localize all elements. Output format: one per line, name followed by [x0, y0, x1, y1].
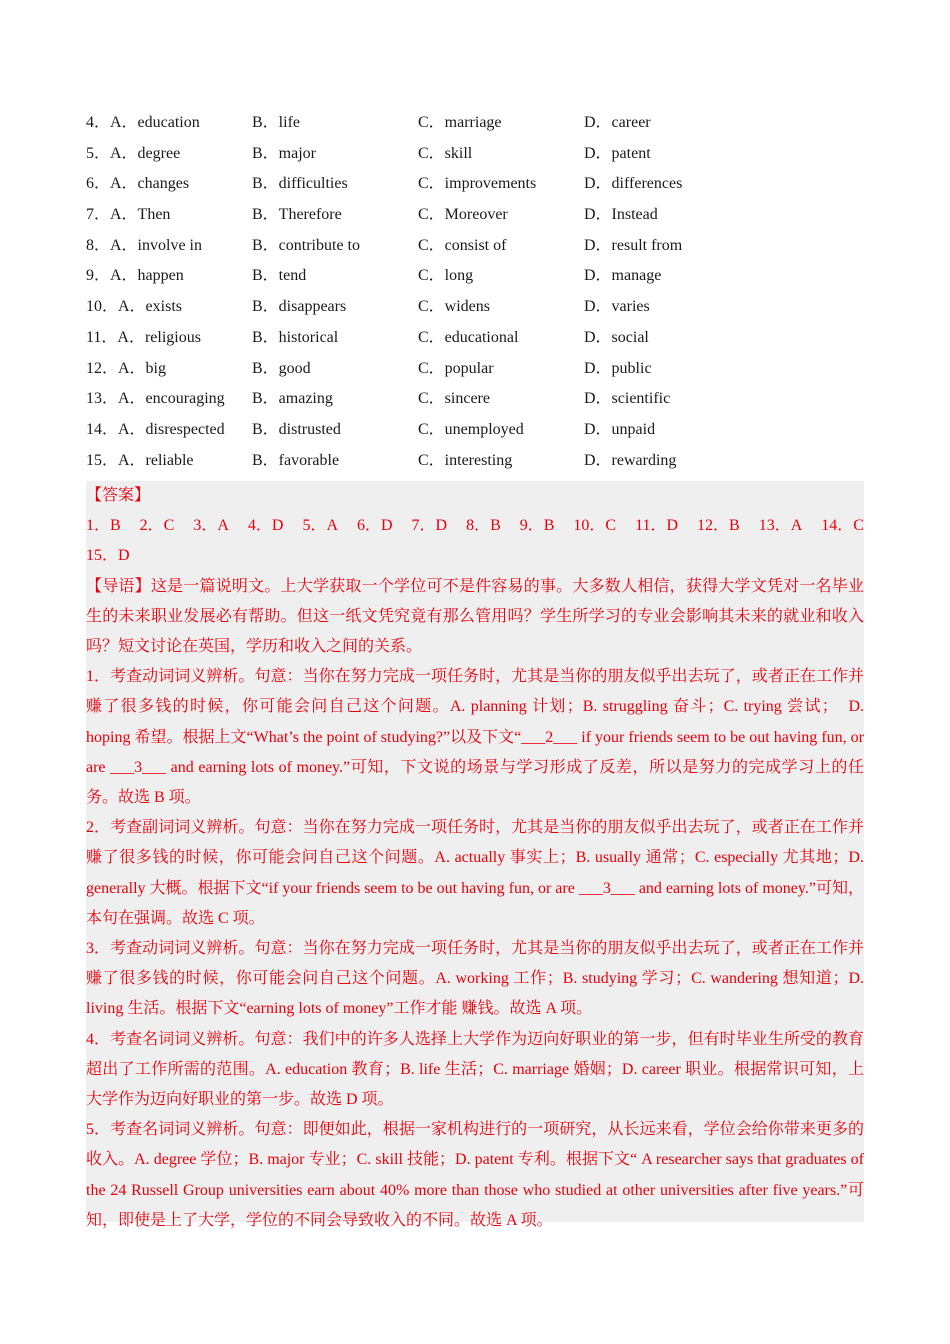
answer-item: 2．C	[139, 517, 175, 535]
option-row	[86, 139, 864, 170]
option-b: B．historical	[252, 328, 339, 346]
answer-key	[86, 511, 864, 541]
option-b: B．good	[252, 359, 311, 377]
option-d: D．scientific	[584, 390, 671, 408]
explanation-5: 5．考查名词词义辨析。句意：即便如此，根据一家机构进行的一项研究，从长远来看，学位会给你带来更多的收入。A. degree 学位；B. major 专业；C. skill 技能；D. patent 专利。根据下文“ A researcher says that graduates of the 24 Russell Group universities earn about 40% more than those who studied at other universities after five years.”可知，即使是上了大学，学位的不同会导致收入的不同。故选 A 项。	[86, 1121, 864, 1229]
option-c: C．marriage	[418, 114, 502, 131]
option-a: 13．A．encouraging	[86, 390, 225, 408]
option-c: C．educational	[418, 328, 519, 346]
option-c: C．Moreover	[418, 206, 508, 224]
options-table	[86, 108, 864, 476]
option-b: B．distrusted	[252, 420, 341, 438]
option-c: C．consist of	[418, 236, 507, 254]
explanation-1: 1．考查动词词义辨析。句意：当你在努力完成一项任务时，尤其是当你的朋友似乎出去玩了，或者正在工作并赚了很多钱的时候，你可能会问自己这个问题。A. planning 计划；B. struggling 奋斗；C. trying 尝试； D. hoping 希望。根据上文“What’s the point of studying?”以及下文“___2___ if your friends seem to be out having fun, or are ___3___ and earning lots of money.”可知，下文说的场景与学习形成了反差，所以是努力的完成学习上的任务。故选 B 项。	[86, 668, 864, 807]
option-b: B．difficulties	[252, 175, 348, 193]
explanation-4: 4．考查名词词义辨析。句意：我们中的许多人选择上大学作为迈向好职业的第一步，但有时毕业生所受的教育超出了工作所需的范围。A. education 教育；B. life 生活；C. marriage 婚姻；D. career 职业。根据常识可知，上大学作为迈向好职业的第一步。故选 D 项。	[86, 1030, 864, 1109]
option-b: B．major	[252, 144, 316, 162]
option-row	[86, 323, 864, 354]
option-c: C．interesting	[418, 451, 513, 469]
option-row	[86, 415, 864, 446]
answer-item: 11．D	[635, 517, 679, 535]
answer-item: 8．B	[466, 517, 501, 535]
answer-item: 3．A	[193, 517, 229, 535]
option-a: 14．A．disrespected	[86, 420, 225, 438]
answer-item: 15．D	[86, 547, 130, 565]
answer-item: 6．D	[356, 517, 393, 535]
option-b: B．amazing	[252, 390, 333, 408]
option-row	[86, 354, 864, 385]
option-a: 5．A．degree	[86, 144, 181, 162]
answer-item: 13．A	[758, 517, 803, 535]
option-b: B．favorable	[252, 451, 340, 469]
option-c: C．improvements	[418, 175, 537, 193]
option-d: D．public	[584, 359, 652, 377]
explanation-3: 3．考查动词词义辨析。句意：当你在努力完成一项任务时，尤其是当你的朋友似乎出去玩了，或者正在工作并赚了很多钱的时候，你可能会问自己这个问题。A. working 工作；B. studying 学习；C. wandering 想知道；D. living 生活。根据下文“earning lots of money”工作才能 赚钱。故选 A 项。	[86, 940, 864, 1018]
option-row	[86, 169, 864, 200]
option-a: 10．A．exists	[86, 298, 183, 316]
option-d: D．patent	[584, 144, 651, 162]
option-b: B．contribute to	[252, 236, 360, 254]
option-a: 9．A．happen	[86, 267, 184, 285]
option-a: 4．A．education	[86, 114, 200, 131]
option-c: C．long	[418, 267, 474, 285]
answer-item: 4．D	[247, 517, 284, 535]
answer-item: 12．B	[697, 517, 740, 535]
option-row	[86, 200, 864, 231]
answer-heading: 【答案】	[86, 487, 151, 504]
option-b: B．disappears	[252, 298, 347, 316]
option-row	[86, 292, 864, 323]
option-b: B．Therefore	[252, 206, 342, 224]
option-a: 6．A．changes	[86, 175, 190, 193]
option-d: D．unpaid	[584, 420, 656, 438]
explanation-2: 2．考查副词词义辨析。句意：当你在努力完成一项任务时，尤其是当你的朋友似乎出去玩了，或者正在工作并赚了很多钱的时候，你可能会问自己这个问题。A. actually 事实上；B. usually 通常；C. especially 尤其地；D. generally 大概。根据下文“if your friends seem to be out having fun, or are ___3___ and earning lots of money.”可知，本句在强调。故选 C 项。	[86, 819, 864, 927]
option-row	[86, 446, 864, 477]
option-d: D．career	[584, 114, 651, 131]
answer-section	[86, 481, 864, 1229]
option-b: B．life	[252, 114, 300, 131]
option-c: C．widens	[418, 298, 491, 316]
answer-item: 5．A	[302, 517, 338, 535]
option-d: D．result from	[584, 236, 683, 254]
answer-item: 7．D	[411, 517, 448, 535]
option-row	[86, 108, 864, 139]
option-c: C．unemployed	[418, 420, 524, 438]
option-d: D．rewarding	[584, 451, 677, 469]
option-a: 12．A．big	[86, 359, 167, 377]
option-row	[86, 231, 864, 262]
option-d: D．Instead	[584, 206, 658, 224]
option-a: 15．A．reliable	[86, 451, 194, 469]
option-d: D．manage	[584, 267, 662, 285]
option-row	[86, 261, 864, 292]
answer-item: 14．C	[821, 517, 864, 535]
answer-item: 10．C	[573, 517, 617, 535]
option-b: B．tend	[252, 267, 307, 285]
option-d: D．varies	[584, 298, 650, 316]
guide-paragraph: 【导语】这是一篇说明文。上大学获取一个学位可不是件容易的事。大多数人相信，获得大学文凭对一名毕业生的未来职业发展必有帮助。但这一纸文凭究竟有那么管用吗？学生所学习的专业会影响其未来的就业和收入吗？短文讨论在英国，学历和收入之间的关系。	[86, 577, 864, 656]
option-a: 11．A．religious	[86, 328, 201, 346]
option-d: D．social	[584, 328, 649, 346]
option-d: D．differences	[584, 175, 683, 193]
answer-item: 9．B	[519, 517, 555, 535]
option-row	[86, 384, 864, 415]
option-c: C．sincere	[418, 390, 490, 408]
option-a: 7．A．Then	[86, 206, 171, 224]
option-a: 8．A．involve in	[86, 236, 202, 254]
option-c: C．skill	[418, 144, 473, 162]
answer-item: 1．B	[86, 517, 121, 535]
option-c: C．popular	[418, 359, 494, 377]
